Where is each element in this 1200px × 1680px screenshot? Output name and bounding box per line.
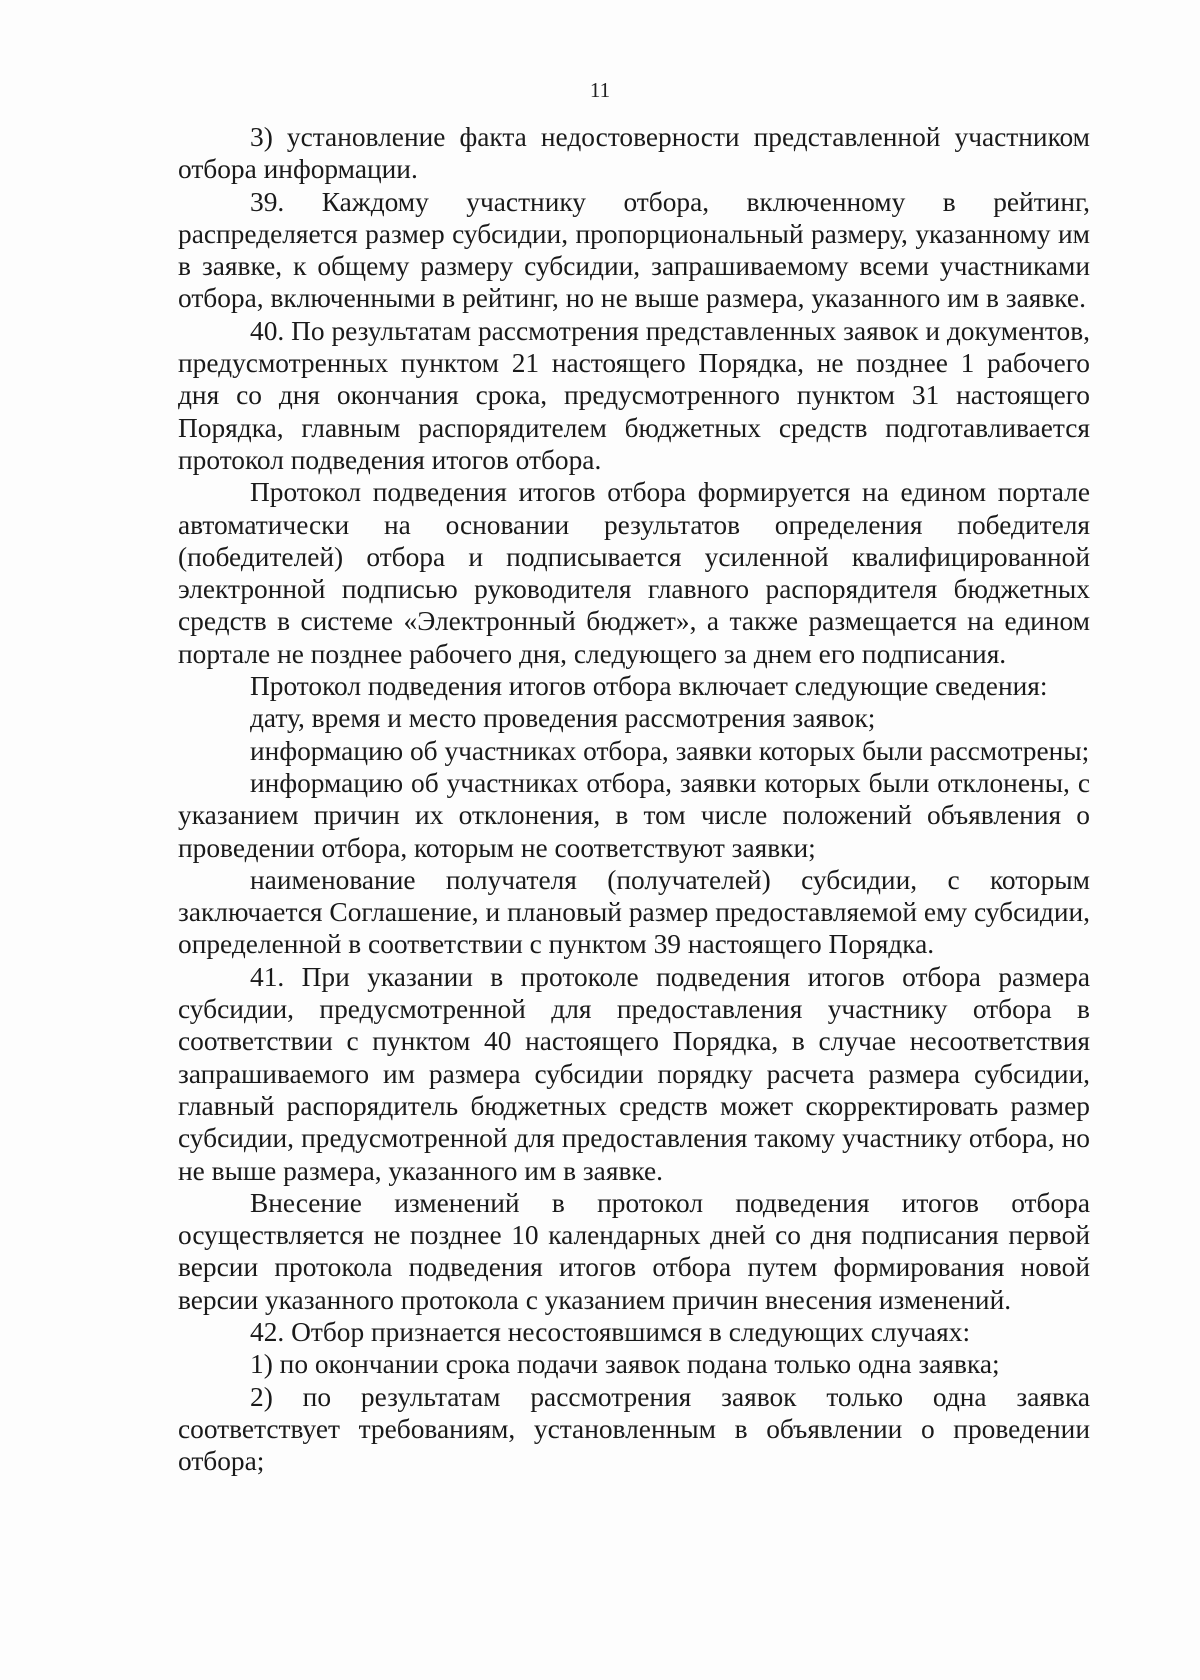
paragraph-41-size-correction: 41. При указании в протоколе подведения итогов отбора размера субсидии, предусмотренной для предоставления участнику отбора в соответствии с пунктом 40 настоящего Порядка, в случае несоответствия запрашиваемого им размера субсидии порядку расчета размера субсидии, главный распорядитель бюджетных средств может скорректировать размер субсидии, предусмотренной для предоставления такому участнику отбора, но не выше размера, указанного им в заявке. [178, 961, 1090, 1186]
paragraph-42-case-1: 1) по окончании срока подачи заявок подана только одна заявка; [250, 1349, 1000, 1380]
paragraph-protocol-formation: Протокол подведения итогов отбора формируется на едином портале автоматически на основании результатов определения победителя (победителей) отбора и подписывается усиленной квалифицированной электронной подписью руководителя главного распорядителя бюджетных средств в системе «Электронный бюджет», а также размещается на едином портале не позднее рабочего дня, следующего за днем его подписания. [178, 477, 1090, 669]
paragraph-contents-rejected: информацию об участниках отбора, заявки которых были отклонены, с указанием причин их отклонения, в том числе положений объявления о проведении отбора, которым не соответствуют заявки; [178, 767, 1090, 863]
paragraph-contents-date-place: дату, время и место проведения рассмотрения заявок; [250, 703, 876, 734]
paragraph-item-3-falsity: 3) установление факта недостоверности представленной участником отбора информации. [178, 122, 1090, 185]
paragraph-protocol-amendments: Внесение изменений в протокол подведения итогов отбора осуществляется не позднее 10 календарных дней со дня подписания первой версии протокола подведения итогов отбора путем формирования новой версии указанного протокола с указанием причин внесения изменений. [178, 1187, 1090, 1315]
document-body [178, 121, 1090, 1477]
paragraph-39-subsidy-distribution: 39. Каждому участнику отбора, включенному в рейтинг, распределяется размер субсидии, пропорциональный размеру, указанному им в заявке, к общему размеру субсидии, запрашиваемому всеми участниками отбора, включенными в рейтинг, но не выше размера, указанного им в заявке. [178, 186, 1090, 314]
page-number: 11 [589, 78, 611, 102]
paragraph-protocol-contents: Протокол подведения итогов отбора включает следующие сведения: [250, 671, 1048, 702]
paragraph-42-case-2: 2) по результатам рассмотрения заявок только одна заявка соответствует требованиям, установленным в объявлении о проведении отбора; [178, 1381, 1090, 1477]
paragraph-contents-reviewed: информацию об участниках отбора, заявки которых были рассмотрены; [250, 735, 1090, 766]
paragraph-contents-recipient: наименование получателя (получателей) субсидии, с которым заключается Соглашение, и плановый размер предоставляемой ему субсидии, определенной в соответствии с пунктом 39 настоящего Порядка. [178, 864, 1090, 960]
paragraph-42-failed-selection: 42. Отбор признается несостоявшимся в следующих случаях: [250, 1316, 971, 1347]
paragraph-40-protocol-preparation: 40. По результатам рассмотрения представленных заявок и документов, предусмотренных пунктом 21 настоящего Порядка, не позднее 1 рабочего дня со дня окончания срока, предусмотренного пунктом 31 настоящего Порядка, главным распорядителем бюджетных средств подготавливается протокол подведения итогов отбора. [178, 315, 1090, 475]
